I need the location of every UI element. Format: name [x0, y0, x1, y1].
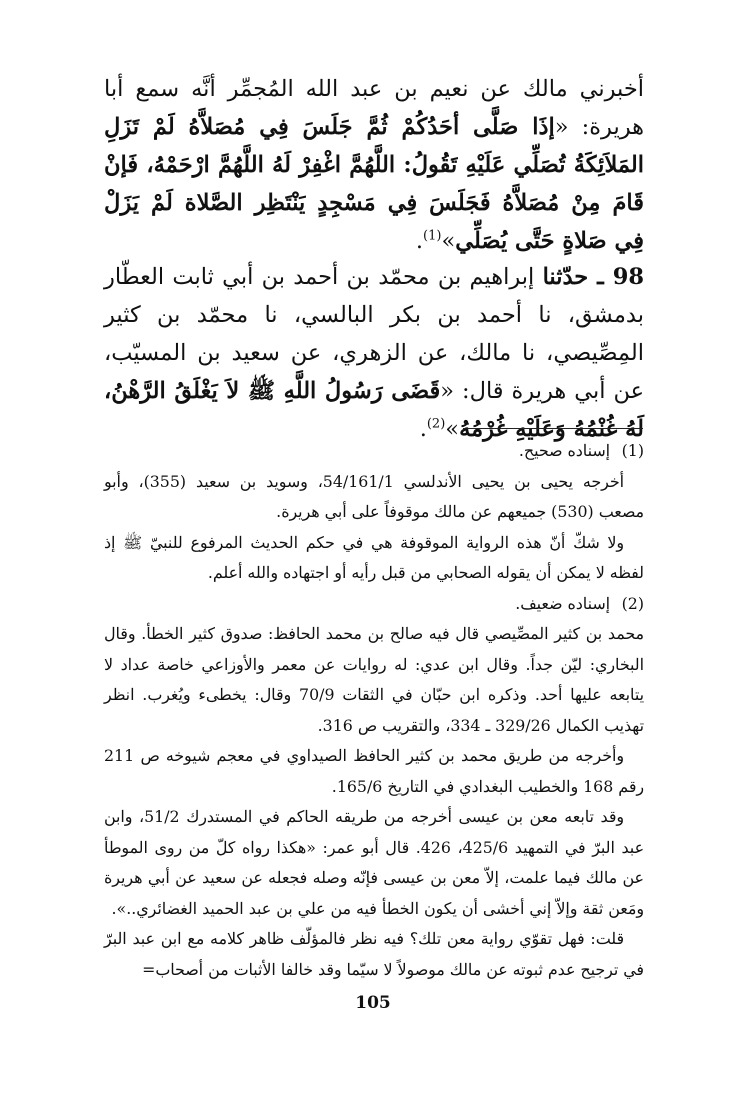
footnote-title: إسناده صحيح.: [518, 441, 610, 460]
opening-word: حدّثنا: [542, 264, 589, 290]
footnote-paragraph: ولا شكّ أنّ هذه الرواية الموقوفة هي في حكم الحديث المرفوع للنبيّ ﷺ إذ لفظه لا يمكن أن يقوله الصحابي من قبل رأيه أو اجتهاده والله أعلم.: [104, 532, 644, 582]
footnote-paragraph: محمد بن كثير المصِّيصي قال فيه صالح بن محمد الحافظ: صدوق كثير الخطأ. وقال البخاري: ليّن جداً. وقال ابن عدي: له روايات عن معمر والأوزاعي خاصة عداد لا يتابعه عليها أحد. وذكره ابن حبّان في الثقات 70/9 وقال: يخطىء ويُغرب. انظر تهذيب الكمال 329/26 ـ 334، والتقريب ص 316.: [104, 624, 644, 735]
quote-close: »: [441, 228, 456, 254]
footnote-paragraph: قلت: فهل تقوّي رواية معن تلك؟ فيه نظر فالمؤلّف ظاهر كلامه مع ابن عبد البرّ في ترجيح عدم ثبوته عن مالك موصولاً لا سيّما وقد خالفا الأثبات من أصحاب=: [104, 929, 644, 979]
footnote-number: (1): [621, 441, 644, 460]
footnote-paragraph: أخرجه يحيى بن يحيى الأندلسي 54/161/1، وسويد بن سعيد (355)، وأبو مصعب (530) جميعهم عن مالك موقوفاً على أبي هريرة.: [104, 471, 644, 521]
footnote-ref: (2): [426, 416, 446, 432]
period: .: [415, 228, 424, 254]
period: .: [419, 416, 427, 442]
footnote-number: (2): [621, 593, 644, 613]
footnote-paragraph: وأخرجه من طريق محمد بن كثير الحافظ الصيداوي في معجم شيوخه ص 211 رقم 168 والخطيب البغدادي في التاريخ 165/6.: [104, 746, 644, 796]
number-dash: ـ: [588, 264, 613, 290]
narration-chain: إبراهيم بن محمّد بن أحمد بن أبي ثابت العطّار بدمشق، نا أحمد بن بكر البالسي، نا محمّد بن كثير المِصِّيصي، نا مالك، عن الزهري، عن سعيد بن المسيّب، عن أبي هريرة قال: «: [104, 264, 645, 404]
footnotes: [104, 436, 644, 985]
paragraph-hadith-98: [104, 258, 644, 448]
footnote-paragraph: وقد تابعه معن بن عيسى أخرجه من طريقه الحاكم في المستدرك 51/2، وابن عبد البرّ في التمهيد 425/6، 426. قال أبو عمر: «هكذا رواه كلّ من روى الموطأ عن مالك فيما علمت، إلاّ معن بن عيسى فإنّه وصله فجعله عن سعيد عن أبي هريرة ومَعن ثقة وإلاّ إني أخشى أن يكون الخطأ فيه من علي بن عبد الحميد الغضائري..».: [104, 807, 644, 918]
footnote-2: [104, 589, 644, 986]
hadith-text: قَضَى رَسُولُ اللَّهِ ﷺ لاَ يَغْلَقُ الرَّهْنُ، لَهُ غُنْمُهُ وَعَلَيْهِ غُرْمُهُ: [104, 378, 644, 442]
footnote-title: إسناده ضعيف.: [515, 593, 610, 613]
hadith-text: إذَا صَلَّى أحَدُكُمْ ثُمَّ جَلَسَ فِي مُصَلاَّهُ لَمْ تَزَلِ المَلاَئِكَةُ تُصَلِّي عَلَيْهِ تَقُولُ: اللَّهُمَّ اغْفِرْ لَهُ اللَّهُمَّ ارْحَمْهُ، فَإنْ قَامَ مِنْ مُصَلاَّهُ فَجَلَسَ فِي مَسْجِدٍ يَنْتَظِر الصَّلاة لَمْ يَزَلْ فِي صَلاةٍ حَتَّى يُصَلِّي: [104, 114, 644, 254]
intro-text: أخبرني مالك عن نعيم بن عبد الله المُجمِّر أنَّه سمع أبا هريرة: «: [104, 76, 644, 140]
quote-close: »: [445, 416, 460, 442]
hadith-number: 98: [612, 264, 644, 290]
paragraph-hadith-1: [104, 70, 644, 260]
footnote-separator: [463, 428, 643, 429]
footnote-ref: (1): [423, 228, 442, 244]
page-number: 105: [355, 993, 391, 1013]
footnote-1: [104, 436, 644, 589]
